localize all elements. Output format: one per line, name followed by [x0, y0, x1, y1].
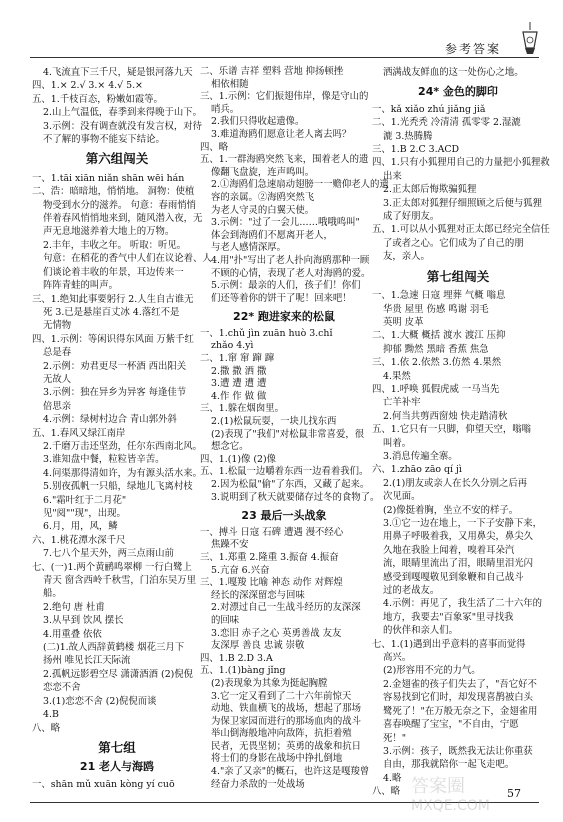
answer-line: 3.(1)恋恋不舍 (2)倪倪而谈	[43, 695, 157, 707]
answer-line: 不了解的事物不能妄下结论。	[43, 134, 165, 146]
answer-line: 华贵 屋里 伤感 鸣谢 羽毛	[383, 303, 489, 315]
answer-line: 五、1.它只有一只脚，仰望天空，嗡嗡	[372, 424, 531, 436]
answer-line: 洒满战友鲜血的这一处伤心之地。	[383, 67, 524, 78]
answer-line: 出来	[383, 170, 402, 182]
answer-line: 五、1.春风又绿江南岸	[32, 427, 126, 439]
answer-line: 一、1.tāi xiān niǎn shān wēi hán	[32, 172, 185, 184]
answer-line: 三、1.示例：它们振翅伟岸，像是守山的	[200, 91, 369, 103]
answer-line: 2.绝句 唐 杜甫	[43, 601, 105, 613]
answer-line: 2.①海鸥们急速扇动翅膀一一赡仰老人的遗	[211, 179, 389, 191]
answer-line: 亡羊补牢	[383, 397, 421, 409]
answer-line: 2.撒 撒 洒 撒	[211, 365, 267, 377]
answer-line: 4.B	[43, 709, 59, 721]
answer-line: 的回味	[211, 614, 240, 626]
answer-line: 4.略	[383, 772, 402, 784]
answer-line: (2)像挺着胸，坐立不安的样子。	[383, 504, 519, 516]
answer-line: 容易找到它们时，却发现喜鹊被白头	[383, 692, 534, 704]
answer-line: 民者，无畏坚韧；英勇的战象和抗日	[211, 740, 362, 752]
answer-line: 三、1.躲在烟囱里。	[200, 403, 284, 415]
answer-column-3	[372, 66, 550, 799]
answer-line: 抑郁 黝然 黑暗 香蕉 焦急	[383, 343, 489, 355]
answer-line: 二、1.窜 窜 蹿 蹿	[200, 353, 275, 365]
answer-line: 5.示例：最亲的人们，孩子们！你们	[211, 280, 361, 292]
answer-line: 八、略	[372, 786, 401, 798]
answer-line: 一、1.急速 日寇 埋葬 气概 嗡息	[372, 290, 506, 302]
header-rule	[30, 57, 539, 58]
answer-line: 6.月，用，风，鳞	[43, 521, 118, 533]
answer-line: 五、1.千枝百态，粉嫩如霞等。	[32, 93, 163, 105]
answer-line: 4.示例：再见了，我生活了二十六年的	[383, 598, 542, 610]
answer-line: 成了好朋友。	[383, 211, 440, 223]
answer-line: 叫着。	[383, 437, 412, 449]
answer-line: 二、乐谱 吉祥 塑料 营地 抑扬顿挫	[200, 66, 344, 77]
answer-line: 3.难道海鸥们愿意让老人离去吗？	[211, 128, 352, 140]
answer-line: 英明 皮革	[383, 316, 424, 328]
answer-line: 3.正太郎对狐狸仔细照顾之后便与狐狸	[383, 197, 542, 209]
answer-line: 4.示例：绿树村边合 青山郭外斜	[43, 414, 177, 426]
answer-column-1	[32, 66, 212, 791]
answer-line: 次见面。	[383, 491, 421, 503]
answer-line: 总是春	[43, 347, 72, 359]
page-number: 57	[507, 787, 521, 800]
answer-line: 死！"	[383, 732, 407, 744]
answer-line: 焦躁不安	[211, 539, 249, 551]
answer-line: 四、1.B 2.D 3.A	[200, 652, 273, 664]
lesson-title: 23 最后一头战象	[241, 509, 327, 523]
answer-line: 一、搏斗 日寇 石碑 遭遇 漫不经心	[200, 526, 344, 538]
answer-line: 2.山上气温低，春季到来得晚于山下。	[43, 107, 202, 119]
answer-line: 流，眼睛里流出了泪，眼睛里泪光闪	[383, 558, 534, 570]
answer-line: 三、1.嘎羧 比喻 神态 动作 对辉煌	[200, 577, 343, 589]
answer-line: 动地、铁血横飞的战场，想起了那场	[211, 703, 362, 715]
answer-line: 3.消息传遍全寨。	[383, 450, 458, 462]
answer-line: 恋恋不舍	[43, 682, 81, 694]
answer-line: 漉 3.热腾腾	[383, 130, 433, 142]
answer-line: 5.亢奋 6.兴奋	[211, 564, 270, 576]
answer-line: 2.何当共剪西窗烛 快走踏清秋	[383, 410, 508, 422]
page-header	[0, 0, 563, 60]
answer-line: 声无息地滋养着大地上的万物。	[43, 226, 175, 238]
answer-line: (2)表现了"我们"对松鼠非常喜爱，很	[211, 428, 365, 440]
answer-line: 二、1.光秃秃 冷清清 孤零零 2.湿漉	[372, 117, 521, 129]
answer-line: 阵阵青蛙的叫声。	[43, 280, 119, 292]
answer-line: 2.孤帆远影碧空尽 潇潇酒酒 (2)倪倪	[43, 668, 194, 680]
answer-line: 的伙伴和亲人们。	[383, 625, 459, 637]
answer-line: 经奋力杀敌的一处战场	[211, 778, 305, 790]
answer-line: 一、shān mǔ xuān kòng yí cuō	[32, 778, 175, 790]
answer-line: 为保卫家园而进行的那场血肉的战斗	[211, 715, 362, 727]
answer-line: 扬州 唯见长江天际流	[43, 655, 131, 667]
answer-line: 四、略	[200, 141, 229, 153]
answer-line: 容的亲属。②海鸥突然飞	[211, 191, 315, 203]
answer-column-2	[200, 66, 389, 791]
section-title: 第七组闯关	[426, 268, 490, 284]
answer-line: 像翻飞盘旋，连声鸣叫。	[211, 166, 315, 178]
answer-line: 倍思亲	[43, 400, 72, 412]
answer-line: (2)形容用不完的力气。	[383, 665, 481, 677]
answer-line: 了或者之心。它们成为了自己的朋	[383, 237, 524, 249]
answer-line: 3.它一定又看到了二十六年前惊天	[211, 690, 352, 702]
answer-line: 七、1.(1)遇到出乎意料的喜事而觉得	[372, 638, 526, 650]
answer-line: 二、1.大概 概括 渡水 渡江 压抑	[372, 330, 506, 342]
answer-line: 2.千磨万击还坚劲，任尔东西南北风。	[43, 440, 202, 452]
answer-line: (二)1.故人西辞黄鹤楼 烟花三月下	[43, 642, 185, 654]
answer-line: 2.金翅雀的孩子们失去了，"吾它好不	[383, 678, 537, 690]
answer-line: 7.七八个星天外，两三点雨山前	[43, 548, 174, 560]
answer-line: 四、1.只有小狐狸用自己的力量把小狐狸救	[372, 157, 550, 169]
answer-line: 将士们的身影在战场中挣扎倒地	[211, 753, 343, 765]
answer-line: 船。	[43, 588, 62, 600]
header-title: 参考答案	[444, 42, 501, 56]
answer-line: 五、1.松鼠一边嚼着东西一边看着我们。	[200, 466, 369, 478]
answer-line: 3.示例："过了一会儿……哦哦鸣叫"	[211, 217, 360, 229]
answer-line: 一、1.chǔ jìn zuān huò 3.chǐ	[200, 327, 333, 339]
answer-line: 3.①它一边在地上，一下子安静下来，	[383, 518, 542, 529]
answer-line: 2.丰年，丰收之年。 听取：听见。	[43, 239, 187, 251]
answer-line: 五、1.可以从小狐狸对正太郎已经完全信任	[372, 224, 550, 236]
answer-line: 七、(一)1.两个黄鹂鸣翠柳 一行白鹭上	[32, 561, 192, 573]
answer-line: 高兴。	[383, 652, 412, 664]
answer-line: 们还等着你的饼干了呢！回来吧！	[211, 292, 352, 304]
answer-line: 不顾的心情，表现了老人对海鸥的爱。	[211, 267, 371, 279]
answer-line: 4.问渠那得清如许，为有源头活水来。	[43, 467, 202, 479]
answer-line: 四、1.× 2.√ 3.× 4.√ 5.×	[32, 80, 143, 92]
answer-line: zhǎo 4.yì	[211, 340, 254, 352]
answer-line: 句意：在稻花的香气中人们在议论着、人	[43, 253, 212, 265]
answer-line: 八、略	[32, 722, 61, 734]
answer-line: 自由，那我就陪你一起飞走吧。	[383, 759, 515, 771]
lesson-title: 21 老人与海鸥	[79, 760, 155, 774]
answer-line: (2)表现象为其象为挺起胸膛	[211, 677, 328, 689]
answer-line: 无故人	[43, 373, 72, 385]
answer-line: 们谈论着丰收的年景，耳边传来一	[43, 266, 184, 278]
answer-line: 4.飞流直下三千尺，疑是银河落九天	[43, 67, 193, 78]
answer-line: 六、1.zhāo zāo qí jì	[372, 464, 462, 476]
answer-line: 4."亲了又亲"的概石，也许这是嘎羧曾	[211, 766, 370, 778]
answer-line: 三、1.绝知此事要躬行 2.人生自古谁无	[32, 293, 194, 305]
lesson-title: 22* 跑进家来的松鼠	[233, 310, 335, 324]
answer-line: 四、1.示例：等闲识得东风面 万紫千红	[32, 333, 194, 345]
answer-line: 2.正太郎后悔欺骗狐狸	[383, 184, 477, 196]
answer-line: 与老人感情深厚。	[211, 242, 287, 254]
answer-line: 过的老战友。	[383, 585, 440, 597]
answer-line: 4.作 作 做 做	[211, 390, 267, 402]
answer-line: 三、1.郑重 2.隆重 3.振奋 4.振奋	[200, 551, 339, 563]
answer-line: 3.恋旧 赤子之心 英勇善战 友友	[211, 627, 342, 639]
answer-line: 喜春唤醒了宝宝，"不自由，宁愿	[383, 719, 519, 731]
answer-line: 青天 窗含西岭千秋雪，门泊东吴万里	[43, 575, 196, 587]
answer-line: 2.(1)朋友或亲人在长久分别之后再	[383, 477, 528, 489]
answer-line: 3.谁知盘中餐，粒粒皆辛苦。	[43, 454, 165, 466]
answer-line: 三、1.依 2.依然 3.仿然 4.果然	[372, 357, 502, 369]
answer-line: 3.从早到 饮风 摆长	[43, 615, 124, 627]
answer-line: 4.用重叠 依依	[43, 628, 102, 640]
answer-line: 友，亲人。	[383, 251, 430, 263]
answer-line: 伴着春风悄悄地来到，随风潜入夜，无	[43, 213, 203, 225]
answer-line: 3.示例：孩子，既然我无法让你重获	[383, 745, 533, 757]
lamp-icon	[515, 22, 545, 60]
answer-line: 五、1.(1)bàng jǐng	[200, 665, 286, 677]
answer-line: 4.用"扑"写出了老人扑向海鸥那种一顾	[211, 254, 370, 266]
answer-line: 体会到海鸥们不愿离开老人，	[211, 229, 333, 241]
answer-line: 二、浩：暗暗地，悄悄地。 洞物：使植	[32, 186, 195, 198]
answer-line: 3.示例：没有调查就没有发言权，对待	[43, 120, 202, 132]
answer-line: 2.示例：劝君更尽一杯酒 西出阳关	[43, 360, 187, 372]
answer-line: 死 3.已是悬崖百丈冰 4.落红不是	[43, 306, 180, 318]
answer-line: 3.示例：独在异乡为异客 每逢佳节	[43, 387, 187, 399]
answer-line: 地方，我要去"百象冢"里寻找我	[383, 611, 514, 623]
answer-line: 物受到水分的滋养。 句意：春雨悄悄	[43, 199, 196, 211]
answer-line: 4.果然	[383, 370, 411, 382]
answer-line: 友深厚 善良 忠诚 崇敬	[211, 640, 305, 652]
lesson-title: 24* 金色的脚印	[418, 85, 498, 99]
answer-line: 3.说明到了秋天就要储存过冬的食物了。	[211, 491, 380, 503]
answer-line: 六、1.桃花潭水深千尺	[32, 534, 126, 546]
answer-line: 3.遭 遭 遭 遭	[211, 378, 267, 390]
group-title: 第七组	[98, 739, 136, 755]
answer-line: 为老人守灵的白翼天使。	[211, 204, 315, 216]
answer-line: 2.因为松鼠"偷"了东西，又藏了起来。	[211, 479, 370, 490]
answer-line: 一、kǎ xiǎo zhú jiǎng jiǎ	[372, 103, 486, 115]
answer-line: 用鼻子呼吸着我，又用鼻尖，鼻尖久	[383, 531, 534, 543]
answer-line: 5.别夜孤帆一只船，绿地儿飞离村枝	[43, 481, 193, 493]
svg-text:答案圈: 答案圈	[411, 776, 465, 797]
answer-line: 经长的深深留恋与回味	[211, 589, 305, 601]
answer-line: 6."霜叶红于二月花"	[43, 494, 127, 506]
answer-line: 三、1.B 2.C 3.ACD	[372, 144, 460, 156]
svg-text:MXQE.COM: MXQE.COM	[411, 798, 490, 814]
answer-line: 哨兵。	[211, 103, 240, 115]
answer-line: 感受到嘎嘎敬见到象鞭和自己战斗	[383, 571, 524, 583]
section-title: 第六组闯关	[85, 151, 149, 167]
answer-line: 鹭死了！"在万般无奈之下，金翅雀用	[383, 705, 538, 717]
answer-line: 五、1.一群海鸥突然飞来，围着老人的遗	[200, 154, 369, 166]
answer-line: 见"阅""现"，出现。	[43, 508, 126, 519]
answer-line: 想念它。	[211, 441, 249, 453]
answer-line: 久地在我脸上闻着，嗅着耳朵汽	[383, 544, 515, 556]
answer-line: 2.(1)松鼠玩耍，一块儿找东西	[211, 416, 337, 428]
answer-line: 四、1.(1)像 (2)像	[200, 453, 276, 465]
answer-line: 举山倒海般地冲向敌阵，抗拒着殖	[211, 728, 352, 740]
answer-line: 2.我们只得收起遗像。	[211, 116, 305, 128]
answer-line: 相依相随	[211, 78, 249, 90]
answer-line: 2.对漂过自己一生战斗经历的友深深	[211, 602, 361, 614]
answer-line: 四、1.呼唤 狐假虎威 一马当先	[372, 383, 500, 395]
answer-line: 无情物	[43, 320, 72, 332]
